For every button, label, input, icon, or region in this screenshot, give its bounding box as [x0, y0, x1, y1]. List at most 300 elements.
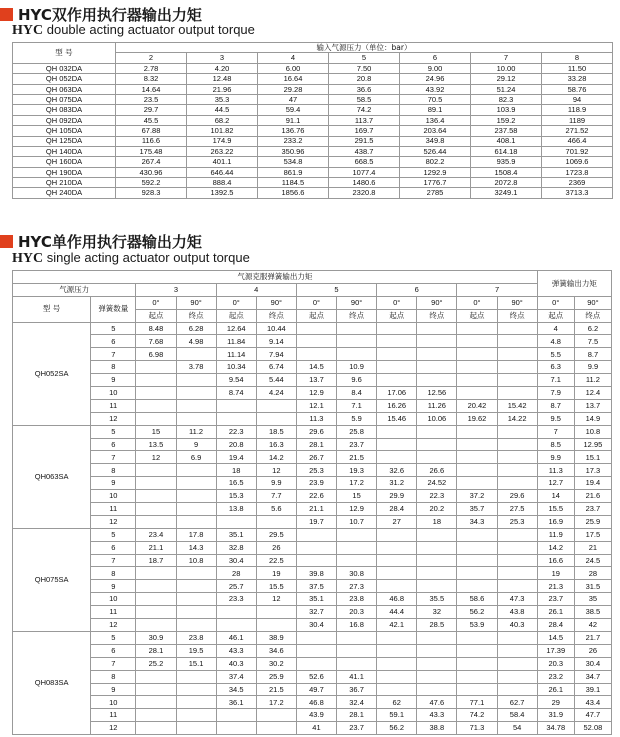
torque-cell: 46.1: [216, 631, 256, 644]
torque-cell: 89.1: [400, 105, 471, 115]
header-angle-90: 90°: [337, 296, 377, 309]
header-pressure-value: 6: [400, 53, 471, 63]
torque-cell: 466.4: [542, 136, 613, 146]
torque-cell: 29.6: [296, 425, 336, 438]
torque-cell: 1723.8: [542, 167, 613, 177]
torque-cell: 62.7: [497, 696, 537, 709]
torque-cell: 802.2: [400, 157, 471, 167]
torque-cell: 36.7: [337, 683, 377, 696]
table-row: [13, 464, 612, 477]
torque-cell: 9.9: [574, 361, 611, 374]
torque-cell: 20.3: [337, 606, 377, 619]
torque-cell: [417, 322, 457, 335]
torque-cell: [457, 361, 497, 374]
torque-cell: 25.3: [497, 515, 537, 528]
header-air-over-spring: 气源克服弹簧输出力矩: [13, 271, 538, 284]
torque-cell: 32: [417, 606, 457, 619]
torque-cell: [176, 683, 216, 696]
model-cell: QH 063DA: [13, 84, 116, 94]
torque-cell: 17.5: [574, 528, 611, 541]
table-row: [13, 425, 612, 438]
torque-cell: 39.8: [296, 567, 336, 580]
torque-cell: 9.14: [256, 335, 296, 348]
torque-cell: 16.64: [258, 74, 329, 84]
torque-cell: [176, 709, 216, 722]
torque-cell: 10.8: [574, 425, 611, 438]
torque-cell: [136, 722, 176, 735]
torque-cell: [176, 606, 216, 619]
model-cell: QH 210DA: [13, 178, 116, 188]
torque-cell: [256, 399, 296, 412]
torque-cell: 11.2: [574, 374, 611, 387]
torque-cell: 14.2: [537, 541, 574, 554]
header-angle-0: 0°: [216, 296, 256, 309]
header-pressure-value: 7: [457, 283, 537, 296]
header-start-point: 起点: [377, 309, 417, 322]
torque-cell: 9.9: [256, 477, 296, 490]
torque-cell: 1392.5: [187, 188, 258, 198]
torque-cell: [337, 631, 377, 644]
torque-cell: 16.5: [216, 477, 256, 490]
torque-cell: [296, 335, 336, 348]
torque-cell: 21.6: [574, 490, 611, 503]
torque-cell: 8.4: [337, 387, 377, 400]
double-acting-title-cn: HYC双作用执行器输出力矩: [18, 5, 202, 24]
header-end-point: 终点: [417, 309, 457, 322]
table-row: [13, 631, 612, 644]
torque-cell: [136, 670, 176, 683]
torque-cell: 13.7: [574, 399, 611, 412]
header-angle-0: 0°: [537, 296, 574, 309]
torque-cell: 4: [537, 322, 574, 335]
torque-cell: [176, 374, 216, 387]
torque-cell: 15.5: [256, 580, 296, 593]
header-air-pressure: 气源压力: [13, 283, 136, 296]
table-row: [13, 146, 613, 156]
torque-cell: 1508.4: [471, 167, 542, 177]
torque-cell: [216, 399, 256, 412]
torque-cell: [457, 644, 497, 657]
torque-cell: [216, 515, 256, 528]
torque-cell: 14: [537, 490, 574, 503]
torque-cell: 3713.3: [542, 188, 613, 198]
torque-cell: 22.5: [256, 554, 296, 567]
torque-cell: [377, 657, 417, 670]
torque-cell: [457, 374, 497, 387]
table-row: [13, 399, 612, 412]
torque-cell: 28: [216, 567, 256, 580]
torque-cell: 19.5: [176, 644, 216, 657]
torque-cell: [216, 412, 256, 425]
torque-cell: 30.4: [216, 554, 256, 567]
torque-cell: 15: [337, 490, 377, 503]
spring-qty-cell: 7: [91, 451, 136, 464]
spring-qty-cell: 9: [91, 374, 136, 387]
header-angle-90: 90°: [574, 296, 611, 309]
torque-cell: 12.56: [417, 387, 457, 400]
torque-cell: 267.4: [116, 157, 187, 167]
torque-cell: 7.1: [537, 374, 574, 387]
torque-cell: [136, 515, 176, 528]
torque-cell: 1189: [542, 115, 613, 125]
torque-cell: 8.5: [537, 438, 574, 451]
table-row: [13, 94, 613, 104]
torque-cell: 59.1: [377, 709, 417, 722]
model-cell: QH 075DA: [13, 94, 116, 104]
torque-cell: [176, 387, 216, 400]
torque-cell: 35: [574, 593, 611, 606]
torque-cell: 1069.6: [542, 157, 613, 167]
torque-cell: [417, 657, 457, 670]
torque-cell: 12: [256, 593, 296, 606]
torque-cell: 12.1: [296, 399, 336, 412]
torque-cell: 39.1: [574, 683, 611, 696]
torque-cell: [296, 541, 336, 554]
torque-cell: 4.24: [256, 387, 296, 400]
torque-cell: [337, 322, 377, 335]
torque-cell: 9.00: [400, 63, 471, 73]
torque-cell: 41: [296, 722, 336, 735]
torque-cell: 19.4: [574, 477, 611, 490]
torque-cell: 46.8: [296, 696, 336, 709]
torque-cell: 31.2: [377, 477, 417, 490]
torque-cell: [337, 348, 377, 361]
torque-cell: [296, 657, 336, 670]
header-end-point: 终点: [176, 309, 216, 322]
torque-cell: 32.4: [337, 696, 377, 709]
torque-cell: 7: [537, 425, 574, 438]
torque-cell: 77.1: [457, 696, 497, 709]
torque-cell: 11.2: [176, 425, 216, 438]
torque-cell: 11.9: [537, 528, 574, 541]
spring-qty-cell: 7: [91, 657, 136, 670]
header-angle-0: 0°: [136, 296, 176, 309]
single-acting-title-cn: HYC单作用执行器输出力矩: [18, 232, 202, 251]
table-row: [13, 554, 612, 567]
table-row: [13, 593, 612, 606]
torque-cell: [377, 541, 417, 554]
torque-cell: 15.1: [176, 657, 216, 670]
torque-cell: 35.1: [296, 593, 336, 606]
torque-cell: 2072.8: [471, 178, 542, 188]
header-pressure-value: 5: [296, 283, 376, 296]
torque-cell: 118.9: [542, 105, 613, 115]
torque-cell: 74.2: [457, 709, 497, 722]
model-cell: QH 092DA: [13, 115, 116, 125]
torque-cell: [457, 631, 497, 644]
torque-cell: 23.8: [337, 593, 377, 606]
torque-cell: 6.3: [537, 361, 574, 374]
torque-cell: [176, 593, 216, 606]
spring-qty-cell: 8: [91, 361, 136, 374]
torque-cell: 40.3: [497, 619, 537, 632]
red-square-icon: [0, 8, 13, 21]
spring-qty-cell: 12: [91, 722, 136, 735]
torque-cell: 25.8: [337, 425, 377, 438]
torque-cell: 14.2: [256, 451, 296, 464]
torque-cell: 13.7: [296, 374, 336, 387]
spring-qty-cell: 11: [91, 709, 136, 722]
torque-cell: [497, 374, 537, 387]
table-row: [13, 528, 612, 541]
torque-cell: 35.7: [457, 503, 497, 516]
torque-cell: 37.5: [296, 580, 336, 593]
torque-cell: 38.9: [256, 631, 296, 644]
torque-cell: 25.2: [136, 657, 176, 670]
model-cell: QH 052DA: [13, 74, 116, 84]
torque-cell: 47: [258, 94, 329, 104]
torque-cell: [417, 348, 457, 361]
table-row: [13, 515, 612, 528]
torque-cell: 12.4: [574, 387, 611, 400]
torque-cell: [176, 515, 216, 528]
torque-cell: 11.26: [417, 399, 457, 412]
torque-cell: 46.8: [377, 593, 417, 606]
torque-cell: [176, 567, 216, 580]
torque-cell: [377, 528, 417, 541]
spring-qty-cell: 11: [91, 503, 136, 516]
table-row: [13, 74, 613, 84]
torque-cell: 51.24: [471, 84, 542, 94]
torque-cell: [256, 722, 296, 735]
table-row: [13, 541, 612, 554]
torque-cell: 28: [574, 567, 611, 580]
torque-cell: 58.76: [542, 84, 613, 94]
table-row: [13, 567, 612, 580]
torque-cell: [417, 554, 457, 567]
torque-cell: 271.52: [542, 126, 613, 136]
torque-cell: [497, 438, 537, 451]
header-start-point: 起点: [136, 309, 176, 322]
torque-cell: 21.1: [136, 541, 176, 554]
torque-cell: 10.8: [176, 554, 216, 567]
spring-qty-cell: 12: [91, 515, 136, 528]
torque-cell: 38.8: [417, 722, 457, 735]
header-pressure-value: 4: [216, 283, 296, 296]
torque-cell: 22.3: [417, 490, 457, 503]
torque-cell: 2369: [542, 178, 613, 188]
torque-cell: [256, 515, 296, 528]
spring-qty-cell: 9: [91, 580, 136, 593]
torque-cell: 29.5: [256, 528, 296, 541]
torque-cell: 28.1: [136, 644, 176, 657]
torque-cell: 861.9: [258, 167, 329, 177]
torque-cell: [457, 528, 497, 541]
torque-cell: [176, 722, 216, 735]
torque-cell: [497, 425, 537, 438]
torque-cell: 23.7: [337, 438, 377, 451]
torque-cell: 9.5: [537, 412, 574, 425]
torque-cell: 12: [256, 464, 296, 477]
torque-cell: 43.3: [216, 644, 256, 657]
torque-cell: 47.7: [574, 709, 611, 722]
torque-cell: 408.1: [471, 136, 542, 146]
torque-cell: 21.1: [296, 503, 336, 516]
torque-cell: [497, 387, 537, 400]
torque-cell: 28.1: [296, 438, 336, 451]
torque-cell: 6.98: [136, 348, 176, 361]
torque-cell: 14.5: [296, 361, 336, 374]
torque-cell: 26.1: [537, 683, 574, 696]
torque-cell: 19.62: [457, 412, 497, 425]
torque-cell: [497, 541, 537, 554]
spring-qty-cell: 6: [91, 335, 136, 348]
torque-cell: 11.50: [542, 63, 613, 73]
table-row: [13, 178, 613, 188]
torque-cell: [497, 670, 537, 683]
header-pressure-value: 4: [258, 53, 329, 63]
torque-cell: 19.7: [296, 515, 336, 528]
torque-cell: 20.2: [417, 503, 457, 516]
torque-cell: 32.6: [377, 464, 417, 477]
torque-cell: [216, 619, 256, 632]
torque-cell: [377, 335, 417, 348]
torque-cell: [417, 335, 457, 348]
torque-cell: [457, 322, 497, 335]
header-start-point: 起点: [216, 309, 256, 322]
spring-qty-cell: 8: [91, 670, 136, 683]
torque-cell: 6.2: [574, 322, 611, 335]
torque-cell: 24.52: [417, 477, 457, 490]
torque-cell: 26.6: [417, 464, 457, 477]
model-cell: QH 105DA: [13, 126, 116, 136]
header-pressure-value: 7: [471, 53, 542, 63]
torque-cell: 37.4: [216, 670, 256, 683]
torque-cell: 34.6: [256, 644, 296, 657]
torque-cell: [136, 490, 176, 503]
torque-cell: 10.9: [337, 361, 377, 374]
torque-cell: 11.14: [216, 348, 256, 361]
torque-cell: 1480.6: [329, 178, 400, 188]
table-row: [13, 670, 612, 683]
torque-cell: 58.6: [457, 593, 497, 606]
single-acting-title: [0, 233, 202, 249]
torque-cell: 22.3: [216, 425, 256, 438]
torque-cell: 28.5: [417, 619, 457, 632]
torque-cell: [136, 580, 176, 593]
table-row: [13, 63, 613, 73]
header-model: 型 号: [13, 296, 91, 322]
table-row: [13, 606, 612, 619]
torque-cell: 18.7: [136, 554, 176, 567]
torque-cell: 438.7: [329, 146, 400, 156]
torque-cell: [216, 606, 256, 619]
torque-cell: 31.5: [574, 580, 611, 593]
model-cell: QH 160DA: [13, 157, 116, 167]
torque-cell: [417, 631, 457, 644]
torque-cell: [497, 644, 537, 657]
model-cell: QH 125DA: [13, 136, 116, 146]
model-cell: QH 190DA: [13, 167, 116, 177]
torque-cell: 1292.9: [400, 167, 471, 177]
table-row: [13, 477, 612, 490]
torque-cell: [337, 541, 377, 554]
torque-cell: 18.5: [256, 425, 296, 438]
torque-cell: [176, 619, 216, 632]
torque-cell: 44.4: [377, 606, 417, 619]
single-acting-subtitle: HYC single acting actuator output torque: [12, 250, 250, 266]
torque-cell: 10.06: [417, 412, 457, 425]
torque-cell: 7.5: [574, 335, 611, 348]
torque-cell: 401.1: [187, 157, 258, 167]
torque-cell: 19: [537, 567, 574, 580]
torque-cell: 23.2: [537, 670, 574, 683]
torque-cell: 263.22: [187, 146, 258, 156]
torque-cell: 30.8: [337, 567, 377, 580]
table-row: [13, 451, 612, 464]
torque-cell: 14.3: [176, 541, 216, 554]
torque-cell: [497, 464, 537, 477]
torque-cell: [457, 580, 497, 593]
torque-cell: 174.9: [187, 136, 258, 146]
single-acting-torque-table: [12, 270, 612, 735]
torque-cell: [377, 644, 417, 657]
model-cell: QH 240DA: [13, 188, 116, 198]
torque-cell: [136, 387, 176, 400]
torque-cell: 3249.1: [471, 188, 542, 198]
table-row: [13, 322, 612, 335]
torque-cell: 668.5: [329, 157, 400, 167]
torque-cell: [136, 399, 176, 412]
torque-cell: 7.94: [256, 348, 296, 361]
torque-cell: 8.7: [574, 348, 611, 361]
spring-qty-cell: 10: [91, 696, 136, 709]
torque-cell: 17.39: [537, 644, 574, 657]
torque-cell: 74.2: [329, 105, 400, 115]
torque-cell: 35.1: [216, 528, 256, 541]
torque-cell: 291.5: [329, 136, 400, 146]
spring-qty-cell: 12: [91, 412, 136, 425]
torque-cell: 71.3: [457, 722, 497, 735]
red-square-icon: [0, 235, 13, 248]
torque-cell: [136, 477, 176, 490]
torque-cell: [377, 425, 417, 438]
torque-cell: [176, 696, 216, 709]
torque-cell: [457, 438, 497, 451]
header-spring-output: 弹簧输出力矩: [537, 271, 611, 297]
torque-cell: 59.4: [258, 105, 329, 115]
torque-cell: 26.1: [537, 606, 574, 619]
table-row: [13, 387, 612, 400]
torque-cell: [497, 322, 537, 335]
torque-cell: 19.3: [337, 464, 377, 477]
torque-cell: 9.54: [216, 374, 256, 387]
torque-cell: [457, 541, 497, 554]
torque-cell: 7.50: [329, 63, 400, 73]
torque-cell: 237.58: [471, 126, 542, 136]
torque-cell: [457, 554, 497, 567]
torque-cell: 26.7: [296, 451, 336, 464]
torque-cell: [377, 348, 417, 361]
torque-cell: 43.9: [296, 709, 336, 722]
torque-cell: 29: [537, 696, 574, 709]
torque-cell: 36.6: [329, 84, 400, 94]
torque-cell: [497, 477, 537, 490]
torque-cell: [377, 374, 417, 387]
torque-cell: 28.1: [337, 709, 377, 722]
torque-cell: 26: [256, 541, 296, 554]
torque-cell: [136, 696, 176, 709]
torque-cell: 24.5: [574, 554, 611, 567]
torque-cell: 20.8: [216, 438, 256, 451]
table-row: [13, 619, 612, 632]
torque-cell: 40.3: [216, 657, 256, 670]
header-angle-0: 0°: [296, 296, 336, 309]
torque-cell: 52.08: [574, 722, 611, 735]
header-pressure-value: 3: [187, 53, 258, 63]
torque-cell: [417, 683, 457, 696]
torque-cell: 34.78: [537, 722, 574, 735]
